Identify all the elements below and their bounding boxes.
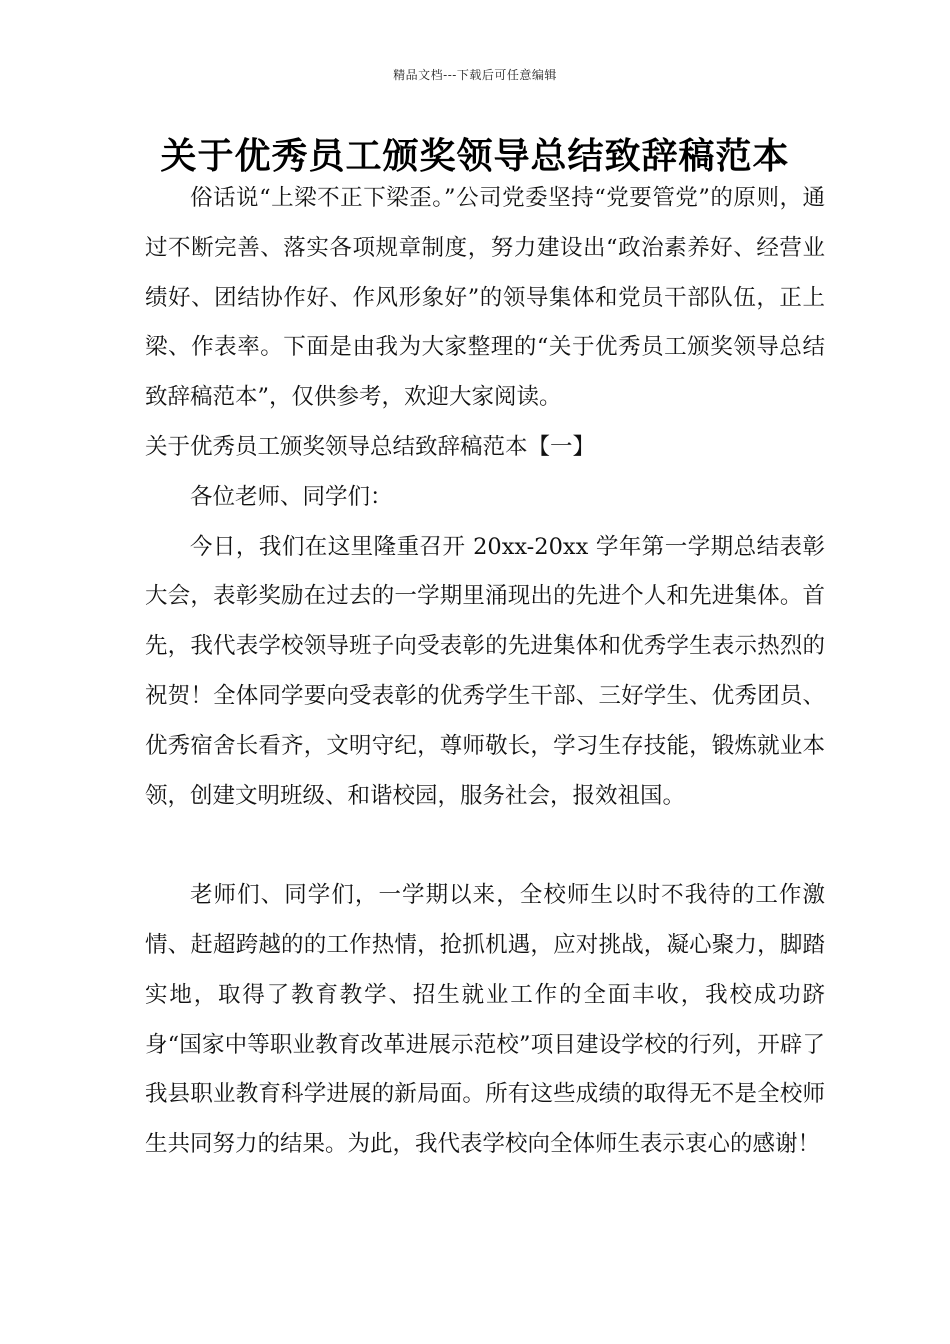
section-heading: 关于优秀员工颁奖领导总结致辞稿范本【一】 xyxy=(145,433,596,460)
header-note: 精品文档---下载后可任意编辑 xyxy=(393,68,557,82)
intro-paragraph: 俗话说“上梁不正下梁歪。”公司党委坚持“党要管党”的原则，通过不断完善、落实各项规章制度，努力建设出“政治素养好、经营业绩好、团结协作好、作风形象好”的领导集体和党员干部队伍，正上梁、作表率。下面是由我为大家整理的“关于优秀员工颁奖领导总结致辞稿范本”，仅供参考，欢迎大家阅读。 xyxy=(145,185,825,411)
document-title: 关于优秀员工颁奖领导总结致辞稿范本 xyxy=(160,136,790,177)
body-paragraph-2: 老师们、同学们，一学期以来，全校师生以时不我待的工作激情、赶超跨越的的工作热情，抢抓机遇，应对挑战，凝心聚力，脚踏实地，取得了教育教学、招生就业工作的全面丰收，我校成功跻身“国家中等职业教育改革进展示范校”项目建设学校的行列，开辟了我县职业教育科学进展的新局面。所有这些成绩的取得无不是全校师生共同努力的结果。为此，我代表学校向全体师生表示衷心的感谢！ xyxy=(145,882,825,1158)
salutation: 各位老师、同学们： xyxy=(190,483,393,510)
body-paragraph-1: 今日，我们在这里隆重召开 20xx-20xx 学年第一学期总结表彰大会，表彰奖励在过去的一学期里涌现出的先进个人和先进集体。首先，我代表学校领导班子向受表彰的先进集体和优秀学生表示热烈的祝贺！全体同学要向受表彰的优秀学生干部、三好学生、优秀团员、优秀宿舍长看齐，文明守纪，尊师敬长，学习生存技能，锻炼就业本领，创建文明班级、和谐校园，服务社会，报效祖国。 xyxy=(145,533,825,809)
paragraph-spacer xyxy=(145,821,825,871)
document-body xyxy=(145,174,825,1170)
